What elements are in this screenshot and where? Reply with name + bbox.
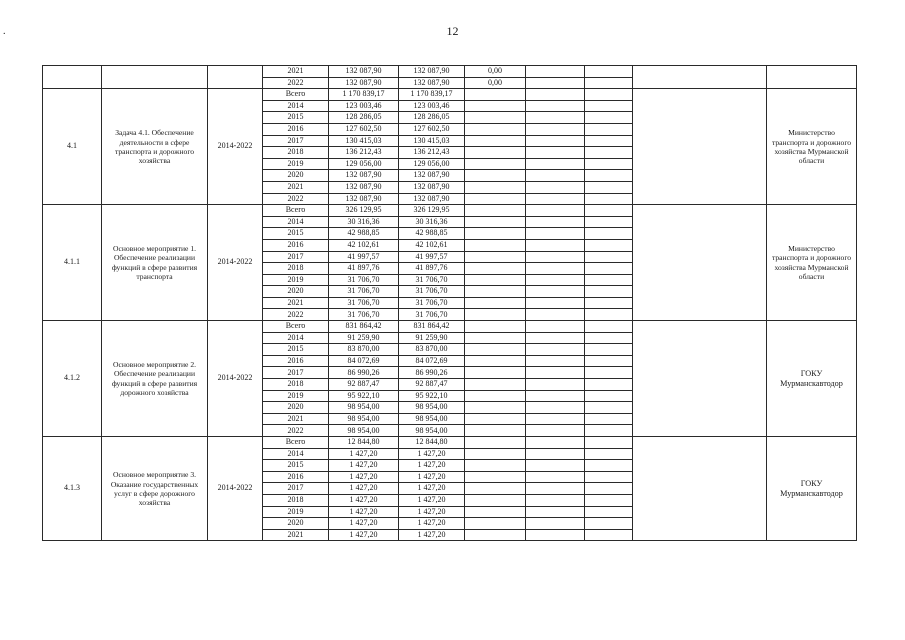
year-cell: 2020	[263, 170, 329, 182]
year-cell: 2020	[263, 518, 329, 530]
value-cell: 30 316,36	[329, 216, 399, 228]
value-cell: 31 706,70	[329, 286, 399, 298]
year-cell: 2016	[263, 123, 329, 135]
year-cell: 2019	[263, 390, 329, 402]
year-cell: 2019	[263, 274, 329, 286]
year-cell: Всего	[263, 205, 329, 217]
value-cell: 98 954,00	[329, 413, 399, 425]
empty-cell	[585, 460, 633, 472]
year-cell: 2014	[263, 216, 329, 228]
value-cell: 31 706,70	[399, 274, 465, 286]
empty-cell	[465, 228, 526, 240]
number-cell	[43, 66, 102, 89]
value-cell: 41 997,57	[329, 251, 399, 263]
value-cell: 1 427,20	[399, 494, 465, 506]
year-cell: 2015	[263, 112, 329, 124]
empty-cell	[465, 274, 526, 286]
value-cell: 132 087,90	[399, 170, 465, 182]
empty-cell	[526, 205, 585, 217]
year-cell: 2020	[263, 286, 329, 298]
value-cell: 1 427,20	[329, 494, 399, 506]
value-cell: 128 286,05	[399, 112, 465, 124]
empty-cell	[526, 518, 585, 530]
empty-cell	[585, 332, 633, 344]
value-cell: 132 087,90	[399, 193, 465, 205]
value-cell: 92 887,47	[329, 379, 399, 391]
empty-cell	[526, 66, 585, 78]
value-cell: 123 003,46	[399, 100, 465, 112]
empty-cell	[585, 112, 633, 124]
value-cell: 1 427,20	[329, 483, 399, 495]
year-cell: 2014	[263, 448, 329, 460]
value-cell: 136 212,43	[329, 147, 399, 159]
value-cell: 129 056,00	[399, 158, 465, 170]
year-cell: 2016	[263, 239, 329, 251]
empty-cell	[585, 135, 633, 147]
empty-cell	[526, 100, 585, 112]
empty-cell	[585, 297, 633, 309]
empty-cell	[465, 147, 526, 159]
empty-cell	[585, 448, 633, 460]
year-cell: 2018	[263, 147, 329, 159]
value-cell: 831 864,42	[399, 321, 465, 333]
empty-cell	[585, 158, 633, 170]
empty-cell	[465, 379, 526, 391]
empty-cell	[526, 239, 585, 251]
value-cell: 1 427,20	[399, 471, 465, 483]
empty-cell	[585, 425, 633, 437]
empty-cell	[585, 518, 633, 530]
value-cell: 98 954,00	[399, 425, 465, 437]
value-cell: 1 427,20	[399, 518, 465, 530]
indicator-cell	[633, 437, 767, 541]
empty-cell	[585, 344, 633, 356]
value-cell: 123 003,46	[329, 100, 399, 112]
empty-cell	[585, 181, 633, 193]
empty-cell	[585, 286, 633, 298]
empty-cell	[465, 112, 526, 124]
table-row	[43, 437, 857, 449]
year-cell: Всего	[263, 89, 329, 101]
empty-cell	[465, 321, 526, 333]
empty-cell	[526, 425, 585, 437]
empty-cell	[585, 483, 633, 495]
value-cell: 1 427,20	[329, 460, 399, 472]
year-cell: 2019	[263, 506, 329, 518]
empty-cell	[526, 506, 585, 518]
empty-cell	[585, 402, 633, 414]
empty-cell	[585, 309, 633, 321]
executor-cell	[767, 66, 857, 89]
empty-cell	[526, 77, 585, 89]
empty-cell	[585, 367, 633, 379]
empty-cell	[526, 494, 585, 506]
executor-cell: ГОКУ Мурманскавтодор	[767, 437, 857, 541]
empty-cell	[585, 228, 633, 240]
value-cell: 1 427,20	[329, 506, 399, 518]
year-cell: 2022	[263, 77, 329, 89]
empty-cell	[585, 390, 633, 402]
year-cell: 2018	[263, 494, 329, 506]
empty-cell	[526, 286, 585, 298]
empty-cell	[526, 413, 585, 425]
empty-cell	[465, 309, 526, 321]
value-cell: 0,00	[465, 66, 526, 78]
section-period: 2014-2022	[208, 437, 263, 541]
value-cell: 42 102,61	[399, 239, 465, 251]
year-cell: 2016	[263, 355, 329, 367]
empty-cell	[585, 274, 633, 286]
empty-cell	[585, 355, 633, 367]
empty-cell	[526, 170, 585, 182]
empty-cell	[465, 402, 526, 414]
year-cell: 2015	[263, 228, 329, 240]
empty-cell	[465, 506, 526, 518]
empty-cell	[465, 471, 526, 483]
year-cell: 2015	[263, 460, 329, 472]
value-cell: 132 087,90	[329, 66, 399, 78]
value-cell: 130 415,03	[329, 135, 399, 147]
empty-cell	[585, 147, 633, 159]
empty-cell	[465, 170, 526, 182]
year-cell: 2022	[263, 309, 329, 321]
program-table	[42, 65, 857, 541]
value-cell: 130 415,03	[399, 135, 465, 147]
empty-cell	[465, 494, 526, 506]
section-period: 2014-2022	[208, 321, 263, 437]
empty-cell	[526, 112, 585, 124]
table-row	[43, 205, 857, 217]
empty-cell	[526, 437, 585, 449]
year-cell: 2015	[263, 344, 329, 356]
empty-cell	[585, 321, 633, 333]
empty-cell	[465, 263, 526, 275]
empty-cell	[526, 332, 585, 344]
value-cell: 31 706,70	[399, 297, 465, 309]
empty-cell	[585, 413, 633, 425]
empty-cell	[465, 297, 526, 309]
empty-cell	[526, 402, 585, 414]
empty-cell	[465, 158, 526, 170]
empty-cell	[585, 123, 633, 135]
year-cell: 2018	[263, 379, 329, 391]
value-cell: 132 087,90	[399, 77, 465, 89]
indicator-cell	[633, 89, 767, 205]
value-cell: 31 706,70	[329, 274, 399, 286]
value-cell: 132 087,90	[329, 193, 399, 205]
value-cell: 95 922,10	[329, 390, 399, 402]
year-cell: 2021	[263, 181, 329, 193]
year-cell: 2021	[263, 413, 329, 425]
year-cell: 2017	[263, 367, 329, 379]
value-cell: 127 602,50	[399, 123, 465, 135]
empty-cell	[526, 274, 585, 286]
value-cell: 1 427,20	[399, 448, 465, 460]
value-cell: 1 170 839,17	[329, 89, 399, 101]
value-cell: 91 259,90	[329, 332, 399, 344]
empty-cell	[526, 228, 585, 240]
value-cell: 30 316,36	[399, 216, 465, 228]
table-row	[43, 89, 857, 101]
empty-cell	[526, 390, 585, 402]
value-cell: 136 212,43	[399, 147, 465, 159]
empty-cell	[585, 471, 633, 483]
empty-cell	[526, 460, 585, 472]
margin-dot: .	[3, 26, 6, 37]
year-cell: 2017	[263, 135, 329, 147]
empty-cell	[526, 379, 585, 391]
value-cell: 1 427,20	[399, 483, 465, 495]
value-cell: 95 922,10	[399, 390, 465, 402]
empty-cell	[465, 529, 526, 541]
empty-cell	[585, 66, 633, 78]
empty-cell	[526, 263, 585, 275]
empty-cell	[465, 251, 526, 263]
value-cell: 42 102,61	[329, 239, 399, 251]
value-cell: 132 087,90	[399, 181, 465, 193]
value-cell: 12 844,80	[329, 437, 399, 449]
empty-cell	[465, 367, 526, 379]
empty-cell	[585, 239, 633, 251]
executor-cell: Министерство транспорта и дорожного хозяйства Мурманской области	[767, 205, 857, 321]
table-row	[43, 66, 857, 78]
value-cell: 1 427,20	[329, 448, 399, 460]
executor-cell: Министерство транспорта и дорожного хозяйства Мурманской области	[767, 89, 857, 205]
empty-cell	[465, 344, 526, 356]
value-cell: 129 056,00	[329, 158, 399, 170]
year-cell: 2021	[263, 66, 329, 78]
page-number: 12	[446, 24, 459, 38]
section-name: Основное мероприятие 3. Оказание государственных услуг в сфере дорожного хозяйства	[102, 437, 208, 541]
value-cell: 86 990,26	[329, 367, 399, 379]
empty-cell	[465, 460, 526, 472]
empty-cell	[465, 286, 526, 298]
year-cell: 2014	[263, 100, 329, 112]
value-cell: 132 087,90	[399, 66, 465, 78]
empty-cell	[585, 506, 633, 518]
value-cell: 91 259,90	[399, 332, 465, 344]
empty-cell	[585, 170, 633, 182]
value-cell: 132 087,90	[329, 170, 399, 182]
name-cell	[102, 66, 208, 89]
value-cell: 98 954,00	[399, 413, 465, 425]
section-period: 2014-2022	[208, 89, 263, 205]
section-number: 4.1.2	[43, 321, 102, 437]
section-name: Задача 4.1. Обеспечение деятельности в сфере транспорта и дорожного хозяйства	[102, 89, 208, 205]
year-cell: 2016	[263, 471, 329, 483]
year-cell: 2017	[263, 483, 329, 495]
value-cell: 41 897,76	[329, 263, 399, 275]
value-cell: 83 870,00	[399, 344, 465, 356]
empty-cell	[526, 529, 585, 541]
empty-cell	[585, 193, 633, 205]
empty-cell	[465, 483, 526, 495]
value-cell: 0,00	[465, 77, 526, 89]
value-cell: 84 072,69	[399, 355, 465, 367]
empty-cell	[526, 344, 585, 356]
empty-cell	[526, 158, 585, 170]
year-cell: 2021	[263, 297, 329, 309]
value-cell: 1 170 839,17	[399, 89, 465, 101]
value-cell: 12 844,80	[399, 437, 465, 449]
empty-cell	[526, 251, 585, 263]
empty-cell	[526, 355, 585, 367]
empty-cell	[465, 216, 526, 228]
value-cell: 98 954,00	[329, 402, 399, 414]
empty-cell	[526, 297, 585, 309]
empty-cell	[465, 390, 526, 402]
empty-cell	[465, 135, 526, 147]
empty-cell	[585, 100, 633, 112]
empty-cell	[526, 367, 585, 379]
value-cell: 1 427,20	[399, 529, 465, 541]
empty-cell	[585, 494, 633, 506]
year-cell: Всего	[263, 321, 329, 333]
value-cell: 1 427,20	[399, 506, 465, 518]
empty-cell	[585, 89, 633, 101]
value-cell: 31 706,70	[399, 286, 465, 298]
empty-cell	[585, 251, 633, 263]
value-cell: 42 988,85	[399, 228, 465, 240]
value-cell: 31 706,70	[399, 309, 465, 321]
value-cell: 326 129,95	[329, 205, 399, 217]
empty-cell	[585, 437, 633, 449]
indicator-cell	[633, 321, 767, 437]
empty-cell	[585, 77, 633, 89]
empty-cell	[585, 529, 633, 541]
empty-cell	[526, 89, 585, 101]
value-cell: 41 997,57	[399, 251, 465, 263]
value-cell: 31 706,70	[329, 309, 399, 321]
empty-cell	[465, 89, 526, 101]
empty-cell	[465, 123, 526, 135]
empty-cell	[465, 332, 526, 344]
empty-cell	[465, 205, 526, 217]
executor-cell: ГОКУ Мурманскавтодор	[767, 321, 857, 437]
empty-cell	[465, 518, 526, 530]
empty-cell	[465, 425, 526, 437]
year-cell: 2017	[263, 251, 329, 263]
empty-cell	[526, 216, 585, 228]
indicator-cell	[633, 205, 767, 321]
value-cell: 86 990,26	[399, 367, 465, 379]
value-cell: 128 286,05	[329, 112, 399, 124]
year-cell: 2022	[263, 193, 329, 205]
empty-cell	[526, 309, 585, 321]
section-number: 4.1	[43, 89, 102, 205]
year-cell: 2014	[263, 332, 329, 344]
value-cell: 1 427,20	[329, 471, 399, 483]
value-cell: 127 602,50	[329, 123, 399, 135]
empty-cell	[465, 448, 526, 460]
empty-cell	[526, 135, 585, 147]
table-row	[43, 321, 857, 333]
year-cell: Всего	[263, 437, 329, 449]
empty-cell	[585, 379, 633, 391]
section-name: Основное мероприятие 1. Обеспечение реализации функций в сфере развития транспорта	[102, 205, 208, 321]
year-cell: 2019	[263, 158, 329, 170]
empty-cell	[585, 263, 633, 275]
year-cell: 2018	[263, 263, 329, 275]
empty-cell	[526, 448, 585, 460]
empty-cell	[526, 193, 585, 205]
section-name: Основное мероприятие 2. Обеспечение реализации функций в сфере развития дорожного хозяйства	[102, 321, 208, 437]
empty-cell	[465, 181, 526, 193]
value-cell: 326 129,95	[399, 205, 465, 217]
empty-cell	[526, 471, 585, 483]
period-cell	[208, 66, 263, 89]
value-cell: 31 706,70	[329, 297, 399, 309]
value-cell: 41 897,76	[399, 263, 465, 275]
value-cell: 132 087,90	[329, 181, 399, 193]
empty-cell	[465, 100, 526, 112]
value-cell: 132 087,90	[329, 77, 399, 89]
empty-cell	[465, 355, 526, 367]
empty-cell	[526, 483, 585, 495]
value-cell: 1 427,20	[399, 460, 465, 472]
year-cell: 2021	[263, 529, 329, 541]
value-cell: 92 887,47	[399, 379, 465, 391]
year-cell: 2020	[263, 402, 329, 414]
empty-cell	[526, 147, 585, 159]
value-cell: 831 864,42	[329, 321, 399, 333]
value-cell: 1 427,20	[329, 518, 399, 530]
value-cell: 42 988,85	[329, 228, 399, 240]
empty-cell	[465, 437, 526, 449]
empty-cell	[585, 216, 633, 228]
empty-cell	[465, 239, 526, 251]
value-cell: 1 427,20	[329, 529, 399, 541]
empty-cell	[526, 181, 585, 193]
year-cell: 2022	[263, 425, 329, 437]
section-period: 2014-2022	[208, 205, 263, 321]
empty-cell	[526, 123, 585, 135]
value-cell: 83 870,00	[329, 344, 399, 356]
empty-cell	[465, 413, 526, 425]
value-cell: 98 954,00	[399, 402, 465, 414]
value-cell: 98 954,00	[329, 425, 399, 437]
value-cell: 84 072,69	[329, 355, 399, 367]
empty-cell	[585, 205, 633, 217]
empty-cell	[465, 193, 526, 205]
section-number: 4.1.1	[43, 205, 102, 321]
empty-cell	[526, 321, 585, 333]
section-number: 4.1.3	[43, 437, 102, 541]
indicator-cell	[633, 66, 767, 89]
